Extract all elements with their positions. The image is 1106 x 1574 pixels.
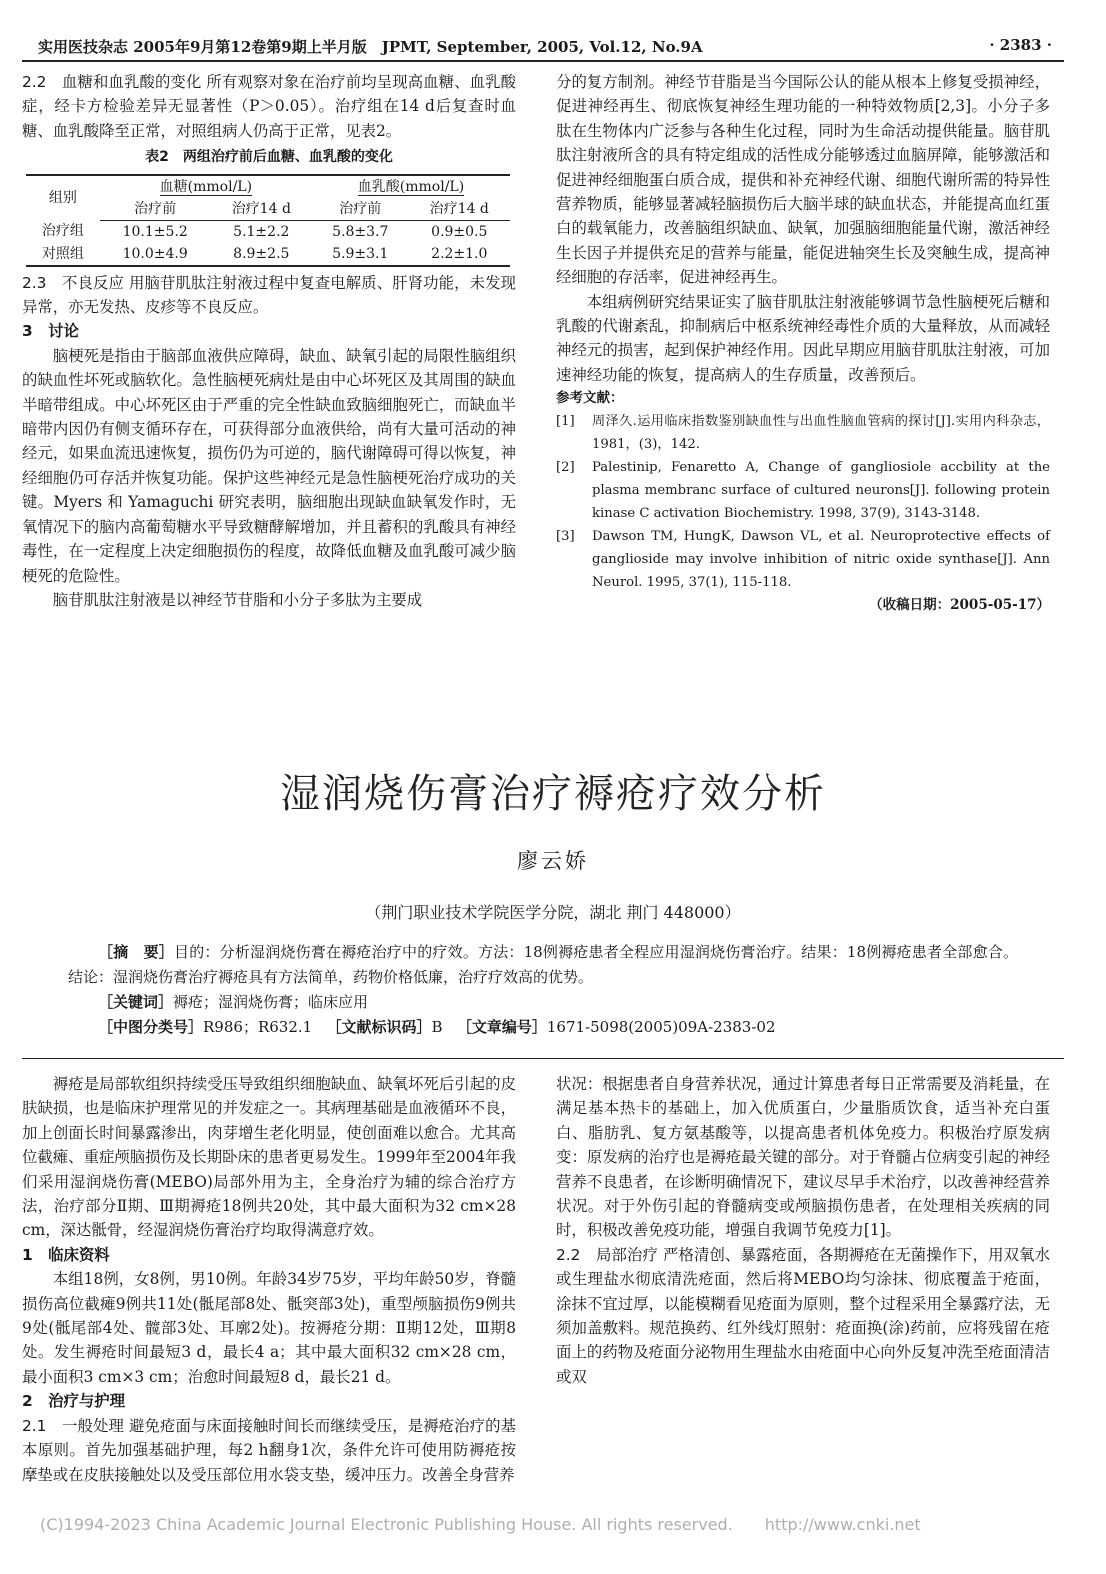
section-2-heading: 2 治疗与护理 [22,1392,126,1411]
page-number: · 2383 · [989,36,1052,54]
reference-item [556,525,1050,594]
keywords-label: ［关键词］ [98,993,174,1011]
table-group-header: 组别 [26,175,100,221]
abstract [68,940,1018,990]
received-date: （收稿日期：2005-05-17） [869,597,1050,614]
class-label: ［中图分类号］ [98,1018,204,1036]
section-2-1 [22,1414,516,1487]
section-2-2-text: 所有观察对象在治疗前均呈现高血糖、血乳酸症，经卡方检验差异无显著性（P＞0.05）。治疗组在14 d后复查时血糖、血乳酸降至正常，对照组病人仍高于正常，见表2。 [22,73,516,140]
reference-number: [2] [556,460,575,476]
table-cell: 对照组 [26,243,100,266]
discussion-paragraph: 分的复方制剂。神经节苷脂是当今国际公认的能从根本上修复受损神经，促进神经再生、彻底恢复神经生理功能的一种特效物质[2,3]。小分子多肽在生物体内广泛参与各种生化过程，同时为生命活动提供能量。脑苷肌肽注射液所含的具有特定组成的活性成分能够透过血脑屏障，能够激活和促进神经细胞蛋白质合成，提供和补充神经代谢、细胞代谢所需的特异性营养物质，能够显著减轻脑损伤后大脑半球的缺血状态，并能提高血红蛋白的载氧能力，改善脑组织缺血、缺氧，加强脑细胞能量代谢，激活神经生长因子并提供充足的营养与能量，能促进轴突生长及突触生成，提高神经细胞的存活率，促进神经再生。 [556,73,1050,287]
table-cell: 5.8±3.7 [332,223,389,240]
doc-code-label: ［文献标识码］ [326,1018,432,1036]
table-cell: 0.9±0.5 [431,223,488,240]
abstract-rule [22,1058,1064,1059]
section-2-3 [22,271,516,320]
section-2-1-text: 避免疮面与床面接触时间长而继续受压，是褥疮治疗的基本原则。首先加强基础护理，每2 h翻身1次，条件允许可使用防褥疮按摩垫或在皮肤接触处以及受压部位用水袋支垫，缓冲压力。改善全身营养 [22,1416,516,1484]
table-cell: 2.2±1.0 [409,243,510,266]
header-rule [22,60,1064,62]
copyright-footer: (C)1994-2023 China Academic Journal Electronic Publishing House. All rights reserved. http://www.cnki.net [40,1515,921,1534]
section-2-2-article-text: 严格清创、暴露疮面，各期褥疮在无菌操作下，用双氧水或生理盐水彻底清洗疮面，然后将MEBO均匀涂抹、彻底覆盖于疮面，涂抹不宜过厚，以能模糊看见疮面为原则，整个过程采用全暴露疗法，无须加盖敷料。规范换药、红外线灯照射：疮面换(涂)药前，应将残留在疮面上的药物及疮面分泌物用生理盐水由疮面中心向外反复冲洗至疮面清洁或双 [556,1245,1050,1386]
section-2-3-text: 用脑苷肌肽注射液过程中复查电解质、肝肾功能，未发现异常，亦无发热、皮疹等不良反应。 [22,273,516,317]
section-1-text: 本组18例，女8例，男10例。年龄34岁75岁，平均年龄50岁，脊髓损伤高位截瘫9例共11处(骶尾部8处、骶突部3处)，重型颅脑损伤9例共9处(骶尾部4处、髋部3处、耳廓2处)。按褥疮分期：Ⅱ期12处，Ⅲ期8处。发生褥疮时间最短3 d，最长4 a；其中最大面积32 cm×28 cm，最小面积3 cm×3 cm；治愈时间最短8 d，最长21 d。 [22,1270,516,1386]
article-author: 廖云娇 [517,849,589,873]
table-row [26,243,510,266]
table-subheader: 治疗14 d [409,198,510,221]
prev-article-left-column [22,70,516,612]
intro-paragraph: 褥疮是局部软组织持续受压导致组织细胞缺血、缺氧坏死后引起的皮肤缺损，也是临床护理常见的并发症之一。其病理基础是血液循环不良，加上创面长时间暴露渗出，肉芽增生老化明显，使创面难以愈合。尤其高位截瘫、重症颅脑损伤及长期卧床的患者更易发生。1999年至2004年我们采用湿润烧伤膏(MEBO)局部外用为主，全身治疗为辅的综合治疗方法，治疗部分Ⅱ期、Ⅲ期褥疮18例共20处，其中最大面积为32 cm×28 cm，深达骶骨，经湿润烧伤膏治疗均取得满意疗效。 [22,1075,516,1240]
article-left-column [22,1072,516,1487]
table-subheader: 治疗前 [100,198,211,221]
table-col-group-glucose: 血糖(mmol/L) [100,175,312,198]
article-right-column [556,1072,1050,1389]
data-table [26,174,510,267]
abstract-text: 目的：分析湿润烧伤膏在褥疮治疗中的疗效。方法：18例褥疮患者全程应用湿润烧伤膏治疗。结果：18例褥疮患者全部愈合。结论：湿润烧伤膏治疗褥疮具有方法简单，药物价格低廉，治疗疗效高的优势。 [68,943,1018,986]
section-1-heading: 1 临床资料 [22,1245,110,1264]
section-2-1-heading: 2.1 一般处理 [22,1416,124,1435]
reference-number: [1] [556,414,575,430]
section-2-2 [22,70,516,143]
references [556,387,1050,617]
abstract-label: ［摘 要］ [98,943,175,961]
section-2-3-heading: 2.3 不良反应 [22,273,124,292]
article-title: 湿润烧伤膏治疗褥疮疗效分析 [280,771,826,817]
keywords-text: 褥疮；湿润烧伤膏；临床应用 [173,993,369,1011]
doc-code-value: B [431,1018,443,1036]
table-cell: 5.1±2.2 [233,223,290,240]
table-cell: 8.9±2.5 [211,243,312,266]
reference-item [556,410,1050,456]
reference-item [556,456,1050,525]
table-cell: 10.1±5.2 [122,223,188,240]
class-value: R986；R632.1 [203,1018,313,1036]
table-cell: 5.9±3.1 [312,243,409,266]
section-2-2-article [556,1243,1050,1389]
abstract-block [68,940,1018,1040]
reference-text: Dawson TM, HungK, Dawson VL, et al. Neuroprotective effects of ganglioside may involve inhibition of nitric oxide synthase[J]. Ann Neurol. 1995, 37(1), 115-118. [592,529,1050,591]
discussion-paragraph: 脑苷肌肽注射液是以神经节苷脂和小分子多肽为主要成 [52,590,423,609]
table-subheader: 治疗14 d [211,198,312,221]
running-head [30,36,1070,58]
table-col-group-lactate: 血乳酸(mmol/L) [312,175,510,198]
reference-number: [3] [556,529,575,545]
keywords [68,990,1018,1015]
classification-line [68,1015,1018,1040]
prev-article-right-column [556,70,1050,617]
author-affiliation: （荆门职业技术学院医学分院，湖北 荆门 448000） [365,903,741,922]
article-number-label: ［文章编号］ [456,1018,547,1036]
table-caption: 表2 两组治疗前后血糖、血乳酸的变化 [145,149,393,166]
discussion-paragraph: 脑梗死是指由于脑部血液供应障碍，缺血、缺氧引起的局限性脑组织的缺血性坏死或脑软化。急性脑梗死病灶是由中心坏死区及其周围的缺血半暗带组成。中心坏死区由于严重的完全性缺血致脑细胞死亡，而缺血半暗带内因仍有侧支循环存在，可获得部分血液供给，尚有大量可活动的神经元，如果血流迅速恢复，损伤仍为可逆的，脑代谢障碍可得以恢复，神经细胞仍可存活并恢复功能。保护这些神经元是急性脑梗死治疗成功的关键。Myers 和 Yamaguchi 研究表明，脑细胞出现缺血缺氧发作时，无氧情况下的脑内高葡萄糖水平导致糖酵解增加，并且蓄积的乳酸具有神经毒性，在一定程度上决定细胞损伤的程度，故降低血糖及血乳酸可减少脑梗死的危险性。 [22,346,516,585]
journal-header: 实用医技杂志 2005年9月第12卷第9期上半月版 JPMT, September, 2005, Vol.12, No.9A [38,38,703,56]
table-row [26,220,510,243]
table-subheader: 治疗前 [312,198,409,221]
references-heading: 参考文献： [556,390,624,407]
table-cell: 10.0±4.9 [100,243,211,266]
table-cell: 治疗组 [41,223,84,240]
section-3-heading: 3 讨论 [22,322,79,341]
discussion-paragraph: 本组病例研究结果证实了脑苷肌肽注射液能够调节急性脑梗死后糖和乳酸的代谢紊乱，抑制病后中枢系统神经毒性介质的大量释放，从而减轻神经元的损害，起到保护神经作用。因此早期应用脑苷肌肽注射液，可加速神经功能的恢复，提高病人的生存质量，改善预后。 [556,292,1050,384]
section-2-1-continued: 状况：根据患者自身营养状况，通过计算患者每日正常需要及消耗量，在满足基本热卡的基础上，加入优质蛋白，少量脂质饮食，适当补充白蛋白、脂肪乳、复方氨基酸等，以提高患者机体免疫力。积极治疗原发病变：原发病的治疗也是褥疮最关键的部分。对于脊髓占位病变引起的神经营养不良患者，在诊断明确情况下，建议尽早手术治疗，以改善神经营养状况。对于外伤引起的脊髓病变或颅脑损伤患者，在处理相关疾病的同时，积极改善免疫功能，增强自我调节免疫力[1]。 [556,1075,1050,1240]
reference-text: Palestinip, Fenaretto A, Change of gangliosiole accbility at the plasma membranc surface of cultured neurons[J]. following protein kinase C activation Biochemistry. 1998, 37(9), 3143-3148. [592,460,1050,522]
article-number-value: 1671-5098(2005)09A-2383-02 [546,1018,776,1036]
section-2-2-article-heading: 2.2 局部治疗 [556,1245,658,1264]
reference-text: 周泽久.运用临床指数鉴别缺血性与出血性脑血管病的探讨[J].实用内科杂志，1981，(3)，142. [592,414,1050,453]
section-2-2-heading: 2.2 血糖和血乳酸的变化 [22,73,202,91]
